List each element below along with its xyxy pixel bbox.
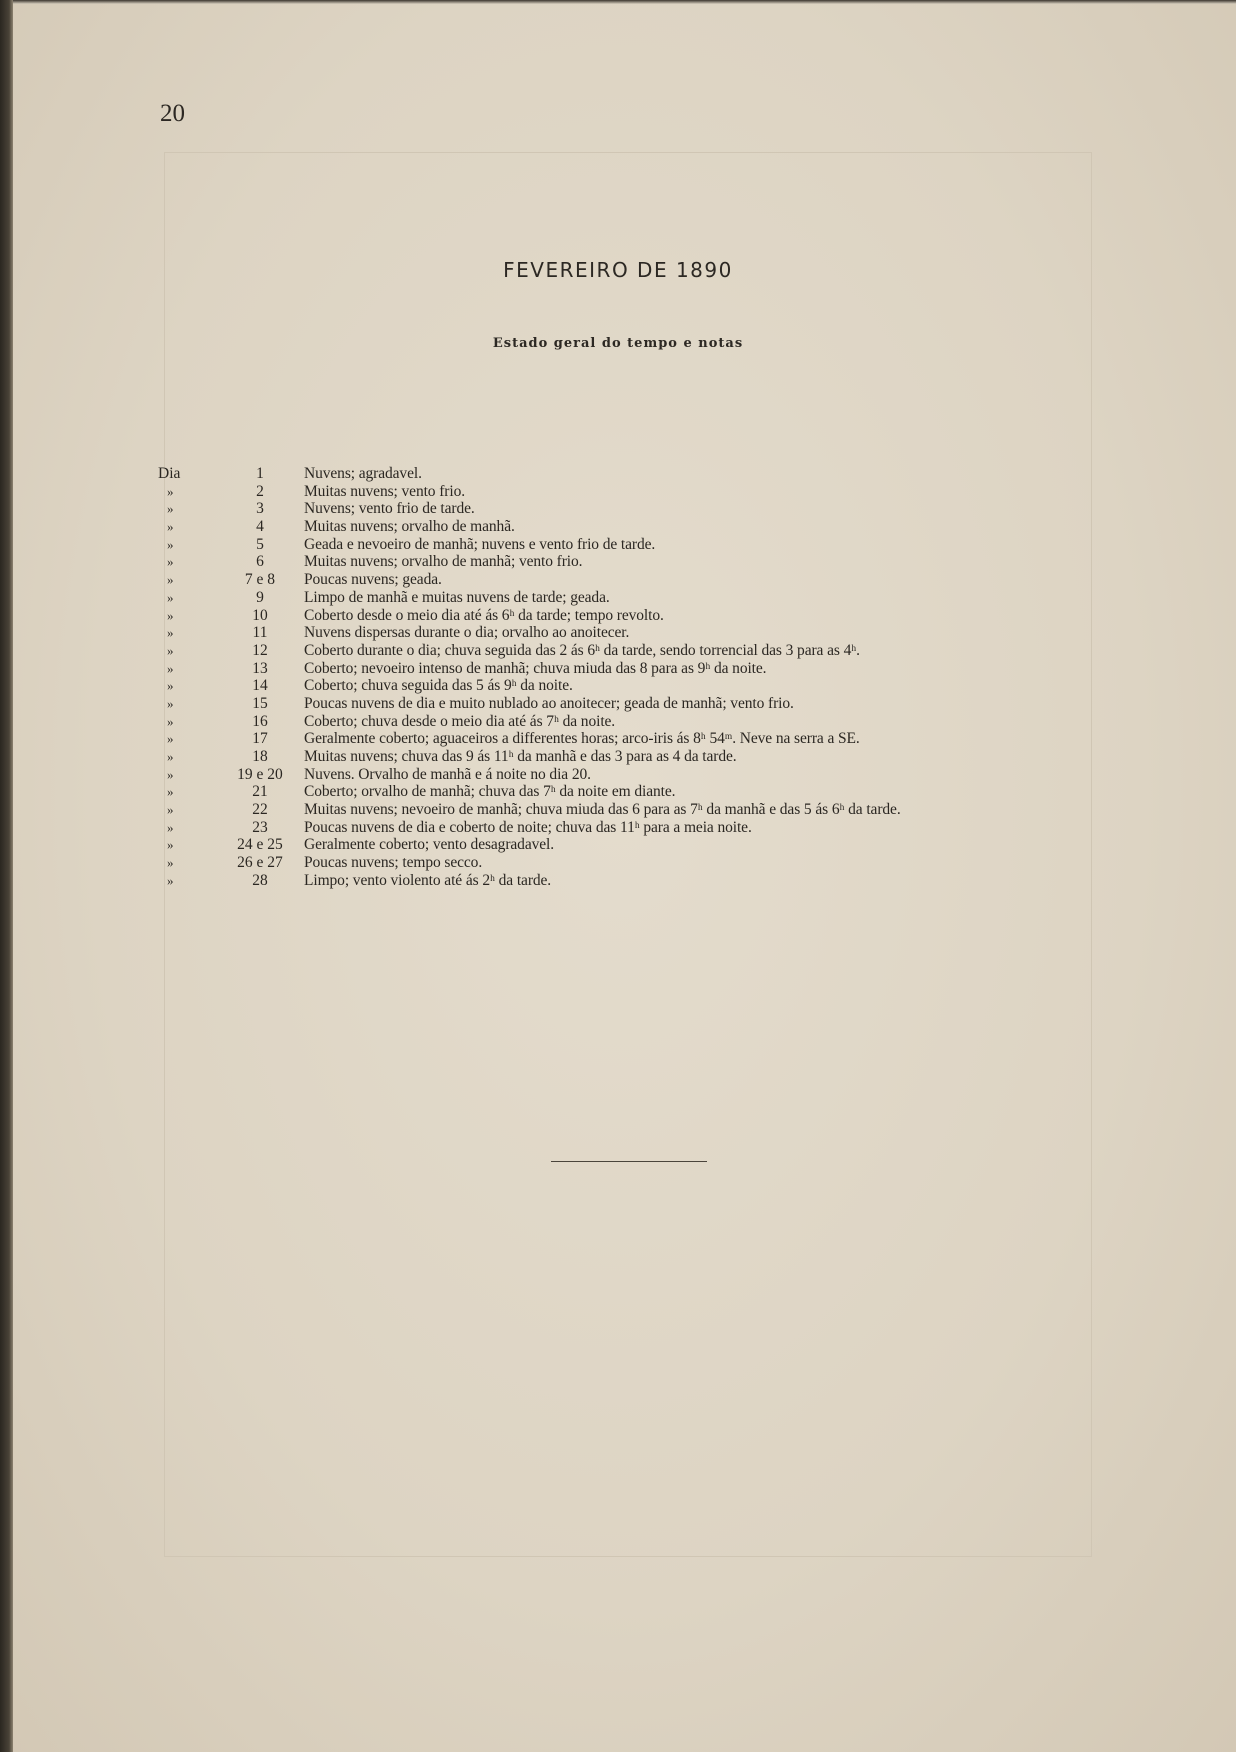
weather-note: Nuvens; agradavel. [304, 465, 422, 482]
list-item [158, 783, 1088, 801]
weather-note: Poucas nuvens; geada. [304, 571, 442, 589]
list-item [158, 465, 1088, 483]
day-number: 12 [252, 641, 268, 659]
weather-note: Muitas nuvens; orvalho de manhã. [304, 518, 515, 536]
ditto-mark: » [167, 713, 174, 729]
list-item [158, 589, 1088, 607]
ditto-mark: » [167, 572, 174, 588]
weather-note: Nuvens dispersas durante o dia; orvalho ao anoitecer. [304, 624, 630, 642]
weather-note: Geralmente coberto; vento desagradavel. [304, 836, 555, 854]
ditto-mark: » [167, 695, 174, 711]
list-item [158, 500, 1088, 518]
weather-note: Limpo; vento violento até ás 2ʰ da tarde. [304, 871, 552, 889]
day-number: 22 [252, 801, 268, 819]
ditto-mark: » [167, 766, 174, 782]
weather-note: Muitas nuvens; vento frio. [304, 482, 465, 500]
weather-note: Nuvens; vento frio de tarde. [304, 500, 475, 518]
list-item [158, 766, 1088, 784]
weather-note: Poucas nuvens; tempo secco. [304, 854, 483, 872]
ditto-mark: » [167, 536, 174, 552]
day-number: 24 e 25 [237, 836, 283, 854]
day-number: 13 [252, 659, 268, 677]
page-subtitle: Estado geral do tempo e notas [492, 336, 744, 351]
list-item [158, 872, 1088, 890]
day-number: 9 [256, 588, 264, 606]
list-item [158, 660, 1088, 678]
page-title: FEVEREIRO DE 1890 [503, 258, 733, 282]
page-number: 20 [160, 100, 185, 127]
day-number: 15 [252, 694, 268, 712]
weather-note: Muitas nuvens; orvalho de manhã; vento frio. [304, 553, 583, 571]
weather-note: Geralmente coberto; aguaceiros a differentes horas; arco-iris ás 8ʰ 54ᵐ. Neve na serra a SE. [304, 730, 860, 748]
weather-note: Nuvens. Orvalho de manhã e á noite no dia 20. [304, 765, 591, 783]
day-number: 7 e 8 [244, 571, 276, 589]
list-item [158, 677, 1088, 695]
list-item [158, 854, 1088, 872]
list-item [158, 624, 1088, 642]
ditto-mark: » [167, 519, 174, 535]
weather-note: Limpo de manhã e muitas nuvens de tarde; geada. [304, 588, 610, 606]
weather-note: Muitas nuvens; nevoeiro de manhã; chuva miuda das 6 para as 7ʰ da manhã e das 5 ás 6ʰ da tarde. [304, 801, 901, 819]
list-item [158, 801, 1088, 819]
list-item [158, 748, 1088, 766]
list-item [158, 836, 1088, 854]
ditto-mark: » [167, 855, 174, 871]
list-item [158, 819, 1088, 837]
day-number: 1 [256, 465, 264, 482]
day-number: 18 [252, 748, 268, 765]
list-item [158, 642, 1088, 660]
weather-note: Coberto; nevoeiro intenso de manhã; chuva miuda das 8 para as 9ʰ da noite. [304, 659, 767, 677]
list-item [158, 571, 1088, 589]
ditto-mark: » [167, 819, 174, 835]
day-number: 28 [252, 871, 268, 889]
weather-note: Muitas nuvens; chuva das 9 ás 11ʰ da manhã e das 3 para as 4 da tarde. [304, 748, 737, 765]
weather-note: Poucas nuvens de dia e muito nublado ao anoitecer; geada de manhã; vento frio. [304, 694, 794, 712]
ditto-mark: » [167, 837, 174, 853]
weather-note: Coberto; chuva desde o meio dia até ás 7ʰ da noite. [304, 712, 616, 730]
ditto-mark: » [167, 483, 174, 499]
day-number: 3 [256, 500, 264, 518]
weather-note: Coberto; chuva seguida das 5 ás 9ʰ da noite. [304, 677, 573, 695]
ditto-mark: » [167, 554, 174, 570]
list-item [158, 553, 1088, 571]
page-top-edge [0, 0, 1236, 4]
weather-note: Coberto; orvalho de manhã; chuva das 7ʰ da noite em diante. [304, 783, 676, 801]
ditto-mark: » [167, 501, 174, 517]
day-number: 5 [256, 535, 264, 553]
day-label: Dia [158, 465, 181, 482]
weather-note: Poucas nuvens de dia e coberto de noite; chuva das 11ʰ para a meia noite. [304, 818, 752, 836]
day-number: 2 [256, 482, 264, 500]
list-item [158, 730, 1088, 748]
list-item [158, 607, 1088, 625]
ditto-mark: » [167, 784, 174, 800]
ditto-mark: » [167, 678, 174, 694]
day-number: 17 [252, 730, 268, 748]
list-item [158, 518, 1088, 536]
weather-notes-list [158, 465, 1088, 890]
day-number: 6 [256, 553, 264, 571]
weather-note: Coberto durante o dia; chuva seguida das 2 ás 6ʰ da tarde, sendo torrencial das 3 para as 4ʰ. [304, 641, 860, 659]
ditto-mark: » [167, 660, 174, 676]
day-number: 14 [252, 677, 268, 695]
ditto-mark: » [167, 749, 174, 764]
list-item [158, 695, 1088, 713]
day-number: 11 [252, 624, 268, 642]
day-number: 21 [252, 783, 268, 801]
day-number: 19 e 20 [237, 765, 283, 783]
list-item [158, 483, 1088, 501]
weather-note: Coberto desde o meio dia até ás 6ʰ da tarde; tempo revolto. [304, 606, 664, 624]
ditto-mark: » [167, 802, 174, 818]
day-number: 16 [252, 712, 268, 730]
ditto-mark: » [167, 589, 174, 605]
list-item [158, 713, 1088, 731]
ditto-mark: » [167, 607, 174, 623]
day-number: 4 [256, 518, 264, 536]
ditto-mark: » [167, 731, 174, 747]
weather-note: Geada e nevoeiro de manhã; nuvens e vento frio de tarde. [304, 535, 656, 553]
ditto-mark: » [167, 642, 174, 658]
day-number: 23 [252, 818, 268, 836]
day-number: 10 [252, 606, 268, 624]
list-item [158, 536, 1088, 554]
ditto-mark: » [167, 625, 174, 641]
ditto-mark: » [167, 872, 174, 888]
closing-rule [551, 1161, 707, 1162]
day-number: 26 e 27 [237, 854, 283, 872]
